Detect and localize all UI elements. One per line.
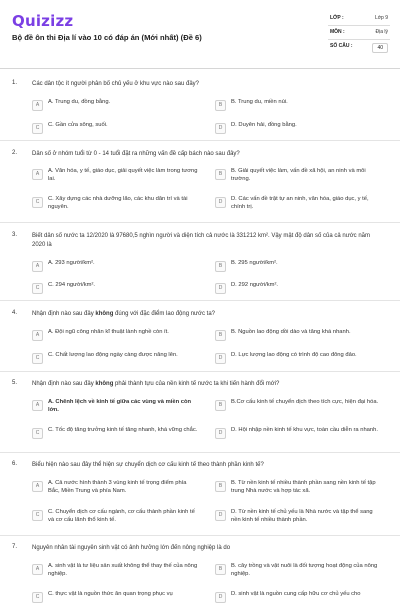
meta-class-row	[328, 12, 390, 26]
option-text: D. Các vấn đề trật tự an ninh, văn hóa, giáo dục, y tế, chính trị.	[231, 196, 369, 210]
option-text: A. Chênh lệch về kinh tế giữa các vùng và miền còn lớn.	[48, 399, 192, 413]
option-letter-badge: B	[215, 564, 226, 575]
option-b[interactable]	[215, 168, 381, 182]
option-letter-badge: A	[32, 169, 43, 180]
option-b[interactable]	[215, 329, 400, 343]
option-letter-badge: D	[215, 353, 226, 364]
question-text: Nguyên nhân tài nguyên sinh vật có ảnh hưởng lớn đến nông nghiệp là do	[32, 545, 231, 551]
option-a[interactable]	[32, 399, 198, 413]
worksheet-header	[0, 0, 400, 69]
option-text: C. 294 người/km².	[48, 282, 95, 288]
option-text: A. Đội ngũ công nhân kĩ thuật lành nghề còn ít.	[48, 329, 169, 335]
meta-count-value: 40	[372, 43, 388, 53]
meta-subject-label: MÔN :	[330, 29, 345, 35]
option-c[interactable]	[32, 122, 198, 136]
option-text: B. Trung du, miền núi.	[231, 99, 288, 105]
option-letter-badge: A	[32, 330, 43, 341]
option-text: B. cây trồng và vật nuôi là đối tượng hoạt động của nông nghiệp.	[231, 563, 378, 577]
option-letter-badge: D	[215, 123, 226, 134]
question-text: Các dân tộc ít người phân bố chủ yếu ở khu vực nào sau đây?	[32, 81, 200, 87]
option-a[interactable]	[32, 329, 218, 343]
option-b[interactable]	[215, 399, 381, 413]
option-text: B. 295 người/km².	[231, 260, 278, 266]
option-letter-badge: A	[32, 481, 43, 492]
question-text: Dân số ở nhóm tuổi từ 0 - 14 tuổi đặt ra những vấn đề cấp bách nào sau đây?	[32, 151, 240, 157]
option-letter-badge: C	[32, 283, 43, 294]
option-letter-badge: A	[32, 100, 43, 111]
option-b[interactable]	[215, 99, 381, 113]
quizizz-logo: Quizizz	[12, 12, 74, 30]
option-text: B. Giải quyết việc làm, vấn đề xã hội, an ninh và môi trường.	[231, 168, 366, 182]
option-c[interactable]	[32, 196, 198, 210]
option-text: A. Trung du, đồng bằng.	[48, 99, 111, 105]
option-letter-badge: A	[32, 564, 43, 575]
divider	[0, 140, 400, 141]
option-a[interactable]	[32, 99, 198, 113]
question-text: Nhận định nào sau đây không phải thành tựu của nền kinh tế nước ta khi tiến hành đổi mới?	[32, 381, 280, 387]
option-text: B.Cơ cấu kinh tế chuyển dịch theo tích cực, hiện đại hóa.	[231, 399, 379, 405]
question-text: Biểu hiện nào sau đây thể hiện sự chuyển dịch cơ cấu kinh tế theo thành phần kinh tế?	[32, 462, 264, 468]
option-d[interactable]	[215, 122, 381, 136]
option-c[interactable]	[32, 427, 198, 441]
option-a[interactable]	[32, 563, 198, 577]
option-text: A. 293 người/km².	[48, 260, 95, 266]
option-letter-badge: D	[215, 428, 226, 439]
option-b[interactable]	[215, 563, 381, 577]
option-text: A. Văn hóa, y tế, giáo dục, giải quyết việc làm trong tương lai.	[48, 168, 198, 182]
option-text: D. Hội nhập nền kinh tế khu vực, toàn cầu diễn ra nhanh.	[231, 427, 378, 433]
option-letter-badge: D	[215, 592, 226, 603]
question-number: 4.	[12, 310, 18, 316]
question-number: 1.	[12, 80, 18, 86]
option-d[interactable]	[215, 509, 381, 523]
divider	[0, 300, 400, 301]
option-text: C. Gần cửa sông, suối.	[48, 122, 108, 128]
meta-count-row	[328, 40, 390, 57]
option-letter-badge: B	[215, 400, 226, 411]
option-text: B. Từ nền kinh tế nhiều thành phần sang nền kinh tế tập trung Nhà nước và hợp tác xã.	[231, 480, 376, 494]
meta-count-label: SỐ CÂU :	[330, 43, 353, 49]
meta-subject-row	[328, 26, 390, 40]
option-c[interactable]	[32, 352, 218, 366]
option-d[interactable]	[215, 352, 400, 366]
option-letter-badge: B	[215, 261, 226, 272]
option-c[interactable]	[32, 509, 198, 523]
meta-subject-value: Địa lý	[375, 29, 388, 35]
option-d[interactable]	[215, 196, 381, 210]
option-letter-badge: D	[215, 283, 226, 294]
option-text: C. Chất lượng lao động ngày càng được nâng lên.	[48, 352, 178, 358]
option-d[interactable]	[215, 591, 381, 605]
option-letter-badge: C	[32, 428, 43, 439]
option-letter-badge: B	[215, 481, 226, 492]
option-text: D. Duyên hải, đồng bằng.	[231, 122, 297, 128]
option-a[interactable]	[32, 480, 198, 494]
option-text: D. Từ nền kinh tế chủ yếu là Nhà nước và tập thể sang nền kinh tế nhiều thành phần.	[231, 509, 373, 523]
option-letter-badge: D	[215, 510, 226, 521]
option-text: D. sinh vật là nguồn cung cấp hữu cơ chủ yếu cho	[231, 591, 361, 597]
divider	[0, 452, 400, 453]
question-number: 5.	[12, 380, 18, 386]
meta-class-label: LỚP :	[330, 15, 344, 21]
question-text: Nhận định nào sau đây không đúng với đặc điểm lao động nước ta?	[32, 311, 216, 317]
option-letter-badge: C	[32, 592, 43, 603]
option-letter-badge: C	[32, 197, 43, 208]
option-text: D. 292 người/km².	[231, 282, 278, 288]
option-b[interactable]	[215, 260, 381, 274]
question-text: Biết dân số nước ta 12/2020 là 97680,5 nghìn người và diện tích cả nước là 331212 km². Vậy mật độ dân số của cả nước năm 2020 là	[32, 233, 371, 248]
option-letter-badge: C	[32, 353, 43, 364]
meta-class-value: Lớp 9	[374, 15, 388, 21]
question-number: 2.	[12, 150, 18, 156]
option-letter-badge: D	[215, 197, 226, 208]
option-a[interactable]	[32, 260, 198, 274]
option-letter-badge: C	[32, 123, 43, 134]
option-text: C. Chuyển dịch cơ cấu ngành, cơ cấu thành phần kinh tế và cơ cấu lãnh thổ kinh tế.	[48, 509, 195, 523]
option-b[interactable]	[215, 480, 381, 494]
question-number: 3.	[12, 232, 18, 238]
meta-panel	[328, 12, 390, 57]
option-letter-badge: B	[215, 330, 226, 341]
option-text: A. sinh vật là tư liệu sản xuất không thể thay thế của nông nghiệp.	[48, 563, 198, 577]
option-text: C. Xây dựng các nhà dưỡng lão, các khu dân trí và tài nguyên.	[48, 196, 188, 210]
question-number: 6.	[12, 461, 18, 467]
option-d[interactable]	[215, 427, 381, 441]
option-letter-badge: B	[215, 100, 226, 111]
question-number: 7.	[12, 544, 18, 550]
divider	[0, 371, 400, 372]
option-text: A. Cả nước hình thành 3 vùng kinh tế trọng điểm phía Bắc, Miền Trung và phía Nam.	[48, 480, 187, 494]
option-c[interactable]	[32, 282, 198, 296]
option-text: C. thực vật là nguồn thức ăn quan trọng phục vụ	[48, 591, 173, 597]
option-text: C. Tốc độ tăng trưởng kinh tế tăng nhanh, khá vững chắc.	[48, 427, 198, 433]
option-text: B. Nguồn lao động dồi dào và tăng khá nhanh.	[231, 329, 351, 335]
option-letter-badge: A	[32, 400, 43, 411]
option-a[interactable]	[32, 168, 198, 182]
divider	[0, 222, 400, 223]
option-c[interactable]	[32, 591, 198, 605]
option-letter-badge: A	[32, 261, 43, 272]
divider	[0, 535, 400, 536]
option-d[interactable]	[215, 282, 381, 296]
option-letter-badge: C	[32, 510, 43, 521]
option-text: D. Lực lượng lao động có trình độ cao đông đảo.	[231, 352, 357, 358]
worksheet-title: Bộ đề ôn thi Địa lí vào 10 có đáp án (Mới nhất) (Đề 6)	[12, 33, 202, 42]
option-letter-badge: B	[215, 169, 226, 180]
